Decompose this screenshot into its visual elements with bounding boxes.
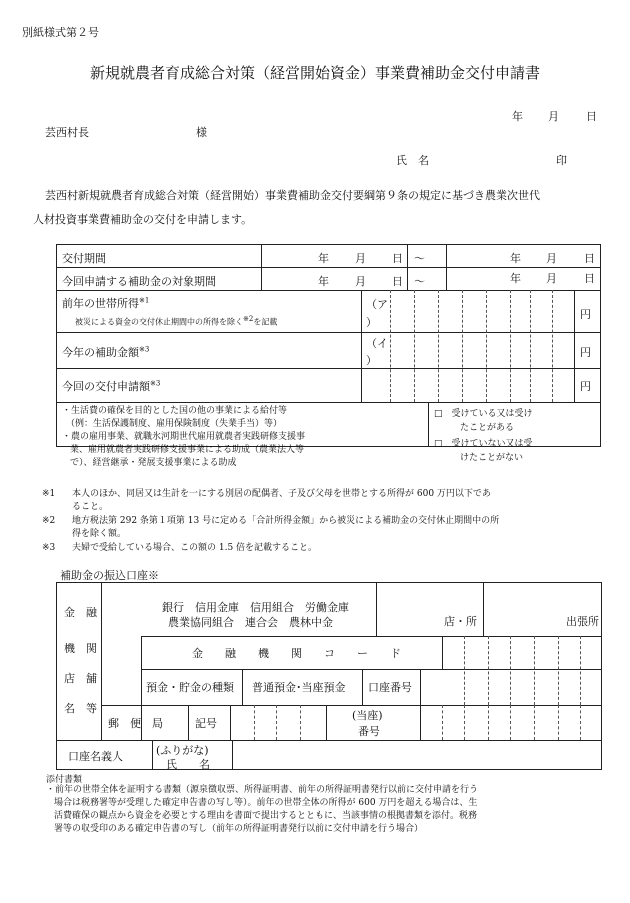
r2-tilde: ～ (414, 275, 425, 288)
row-delivery-period: 交付期間 (62, 252, 106, 265)
note-1-line1: 本人のほか、同居又は生計を一にする別居の配偶者、子及び父母を世帯とする所得が 600 万円以下であ (72, 489, 491, 499)
this-year-label: 今年の補助金額 (62, 346, 139, 359)
r1-year: 年 (318, 252, 329, 265)
r1-month2: 月 (546, 252, 557, 265)
r1-year2: 年 (510, 252, 521, 265)
label-mei: 名 等 (64, 702, 97, 715)
r2-month: 月 (355, 275, 366, 288)
row-this-request (62, 378, 160, 394)
option-received-line1: □ 受けている又は受け (434, 409, 533, 419)
option-received-line2: たことがある (460, 423, 515, 433)
date-day: 日 (586, 110, 597, 123)
bank-title: 補助金の振込口座※ (60, 569, 159, 582)
deposit-kind[interactable]: 普通預金･当座預金 (252, 681, 346, 694)
q-line-5: で）、経営継承・発展支援事業による助成 (70, 458, 237, 468)
touza-label: (当座) (352, 709, 383, 722)
page-title: 新規就農者育成総合対策（経営開始資金）事業費補助金交付申請書 (89, 64, 540, 82)
notes (42, 488, 612, 555)
note-3-mark: ※3 (42, 543, 56, 553)
name-label: 氏 名 (396, 154, 429, 167)
other-benefits (62, 405, 305, 470)
row-prev-income (62, 295, 149, 311)
note-2-line2: 得を除く額。 (72, 529, 127, 539)
holder-name-label: 氏 名 (166, 758, 210, 771)
code-i-close: ） (366, 354, 377, 367)
r1-month: 月 (355, 252, 366, 265)
note-2-line1: 地方税法第 292 条第１項第 13 号に定める「合計所得金額」から被災による補助金の交付休止期間中の所 (72, 516, 500, 526)
note-3 (42, 542, 612, 555)
note-2 (42, 515, 612, 541)
form-number: 別紙様式第２号 (22, 26, 99, 39)
code-a: （ア (366, 298, 388, 311)
seal-mark: 印 (556, 154, 567, 167)
option-not-received[interactable] (434, 437, 533, 465)
code-i: （イ (366, 337, 388, 350)
label-tenpo: 店 舗 (64, 672, 97, 685)
furigana-label: (ふりがな) (156, 744, 209, 757)
q-line-2: （例：生活保護制度、雇用保険制度（失業手当）等） (66, 419, 283, 429)
attachments (46, 784, 616, 836)
r2-month2: 月 (546, 272, 557, 285)
note-2-mark: ※2 (42, 516, 56, 526)
addressee: 芸西村長 (45, 126, 89, 139)
account-number-label: 口座番号 (368, 681, 412, 694)
option-received[interactable] (434, 407, 533, 435)
r2-day2: 日 (584, 272, 595, 285)
this-request-sup: ※3 (150, 379, 161, 388)
r1-day2: 日 (584, 252, 595, 265)
q-line-4: 業、雇用就農者実践研修支援事業による助成（農業法人等 (70, 445, 305, 455)
attach-line-1: ・前年の世帯全体を証明する書類（源泉徴収票、所得証明書、前年の所得証明書発行以前に交付申請を行う (46, 785, 479, 795)
q-line-1: ・生活費の確保を目的とした国の他の事業による給付等 (62, 406, 288, 416)
label-kikan: 機 関 (64, 642, 97, 655)
note-3-line1: 夫婦で受給している場合、この額の 1.5 倍を記載すること。 (72, 543, 318, 553)
option-not-received-line1: □ 受けていない又は受 (434, 439, 533, 449)
bank-code-label: 金 融 機 関 コ ー ド (192, 647, 401, 660)
prev-income-sub-text2: を記載 (253, 317, 278, 327)
deposit-type-label: 預金・貯金の種類 (146, 681, 234, 694)
yen-3: 円 (580, 380, 591, 393)
note-1 (42, 488, 612, 514)
attach-line-4: 署等の収受印のある確定申告書の写し（前年の所得証明書発行以前に交付申請を行う場合） (54, 824, 424, 834)
row-this-year (62, 344, 149, 360)
option-not-received-line2: けたことがない (460, 453, 524, 463)
branch-label: 店・所 (444, 615, 477, 628)
yen-1: 円 (580, 308, 591, 321)
bango-label: 番号 (358, 725, 380, 738)
r2-year: 年 (318, 275, 329, 288)
sub-branch-label: 出張所 (566, 615, 599, 628)
post-office-label: 郵 便 局 (108, 717, 163, 730)
account-holder-label: 口座名義人 (68, 750, 123, 763)
r2-year2: 年 (510, 272, 521, 285)
prev-income-sub (75, 315, 277, 328)
addressee-sama: 様 (196, 126, 207, 139)
r1-day: 日 (392, 252, 403, 265)
date-year: 年 (512, 110, 523, 123)
prev-income-sub-text: 被災による資金の交付休止期間中の所得を除く (75, 317, 243, 327)
attachments-title: 添付書類 (46, 775, 83, 785)
bank-type-line2: 農業協同組合 連合会 農林中金 (168, 616, 333, 629)
intro-line-1: 芸西村新規就農者育成総合対策（経営開始）事業費補助金交付要綱第９条の規定に基づき農業次世代 (45, 189, 540, 202)
this-request-label: 今回の交付申請額 (62, 380, 150, 393)
yen-2: 円 (580, 346, 591, 359)
bank-type-line1: 銀行 信用金庫 信用組合 労働金庫 (162, 601, 349, 614)
code-a-close: ） (366, 316, 377, 329)
date-month: 月 (548, 110, 559, 123)
attach-line-2: 場合は税務署等が受理した確定申告書の写し等）。前年の世帯全体の所得が 600 万円を超える場合は、生 (54, 798, 478, 808)
note-1-mark: ※1 (42, 489, 56, 499)
kigo-label: 記号 (195, 717, 217, 730)
prev-income-sup: ※1 (139, 296, 150, 305)
prev-income-sub-sup: ※2 (243, 315, 254, 323)
this-year-sup: ※3 (139, 345, 150, 354)
label-kin: 金 融 (64, 606, 97, 619)
prev-income-label: 前年の世帯所得 (62, 297, 139, 310)
intro-line-2: 人材投資事業費補助金の交付を申請します。 (33, 213, 253, 226)
attach-line-3: 活費確保の観点から資金を必要とする理由を書面で提出するとともに、当該事情の根拠書類を添付。税務 (54, 811, 478, 821)
r1-tilde: ～ (414, 252, 425, 265)
q-line-3: ・農の雇用事業、就職氷河期世代雇用就農者実践研修支援事 (62, 432, 306, 442)
note-1-line2: ること。 (72, 502, 109, 512)
row-target-period: 今回申請する補助金の対象期間 (62, 275, 216, 288)
r2-day: 日 (392, 275, 403, 288)
